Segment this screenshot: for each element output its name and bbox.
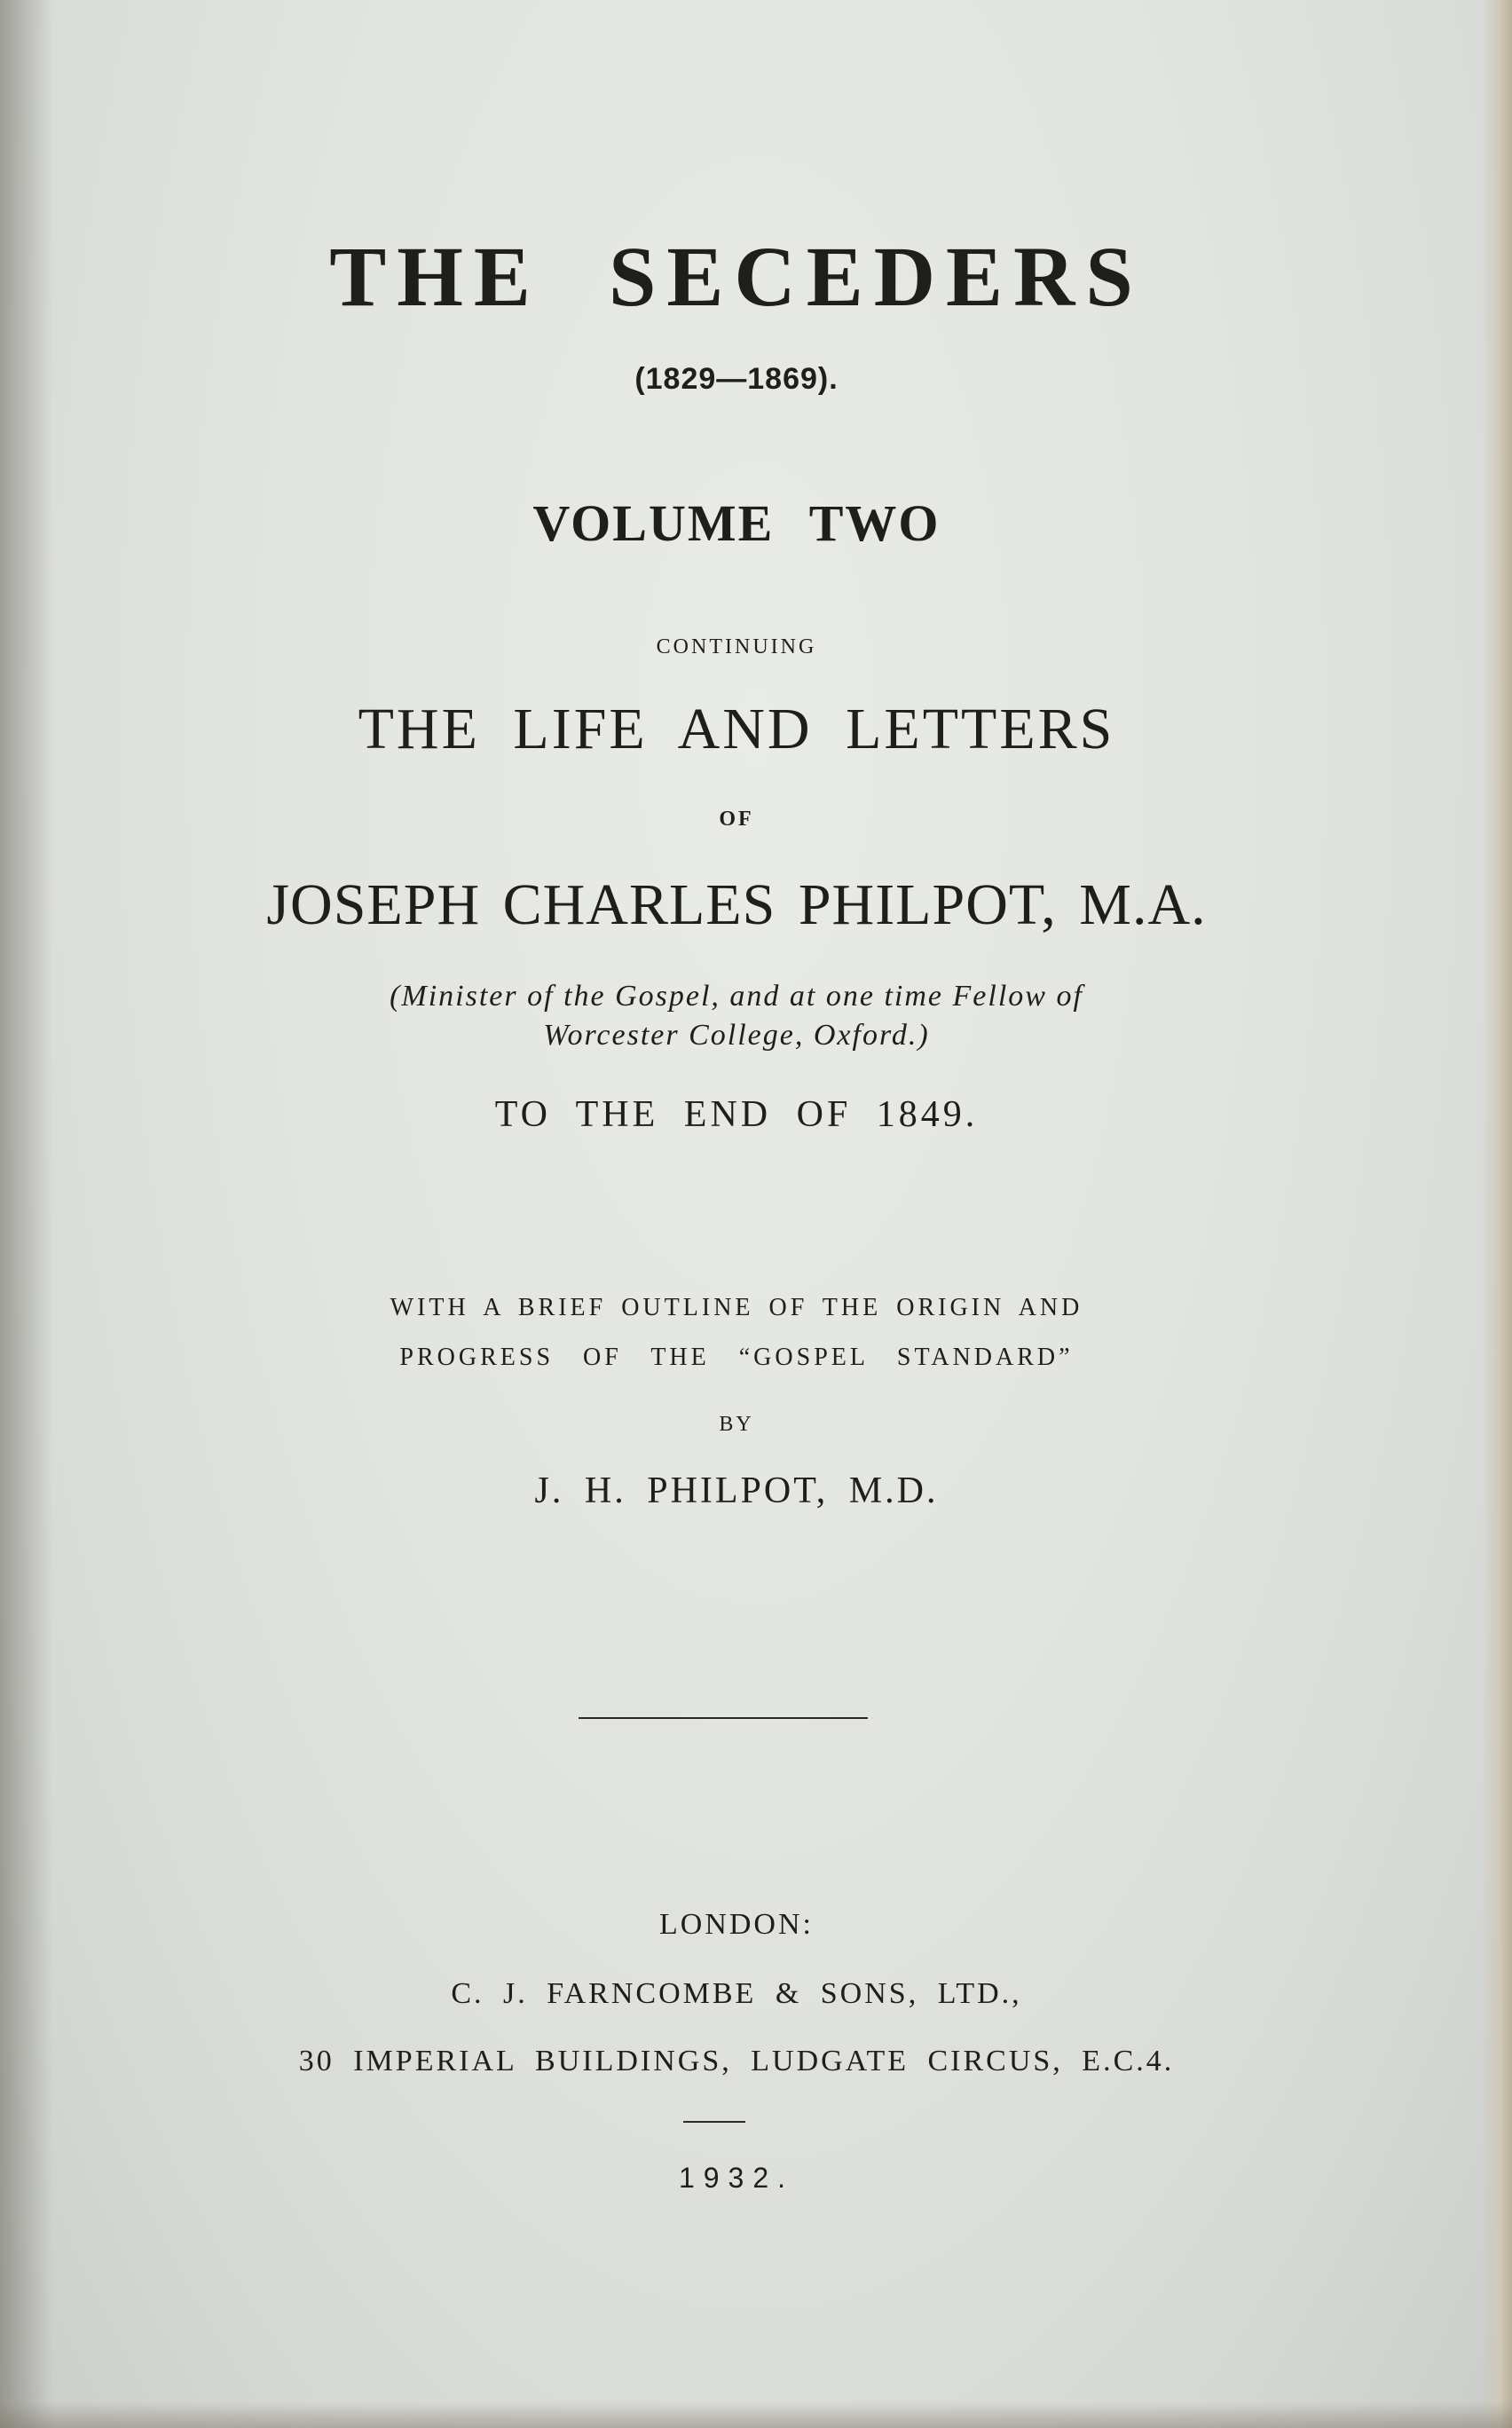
short-divider-rule	[683, 2121, 745, 2123]
imprint-city: LONDON:	[659, 1908, 814, 1941]
by-label: BY	[719, 1413, 754, 1436]
subject-description-line2: Worcester College, Oxford.)	[543, 1019, 930, 1052]
page-edge	[1482, 0, 1512, 2428]
subject-description-line1: (Minister of the Gospel, and at one time Fellow of	[390, 980, 1083, 1013]
subject-name: JOSEPH CHARLES PHILPOT, M.A.	[266, 872, 1207, 937]
continuing-label: CONTINUING	[656, 635, 817, 658]
author-name: J. H. PHILPOT, M.D.	[534, 1470, 939, 1511]
book-dates: (1829—1869).	[634, 362, 839, 396]
subtitle: THE LIFE AND LETTERS	[358, 697, 1115, 761]
divider-rule	[579, 1717, 868, 1719]
period-label: TO THE END OF 1849.	[494, 1094, 979, 1135]
outline-line1: WITH A BRIEF OUTLINE OF THE ORIGIN AND	[390, 1294, 1083, 1321]
imprint-year: 1932.	[678, 2162, 795, 2194]
volume-label: VOLUME TWO	[532, 494, 941, 552]
imprint-publisher: C. J. FARNCOMBE & SONS, LTD.,	[451, 1977, 1022, 2010]
book-title: THE SECEDERS	[329, 229, 1144, 324]
outline-line2: PROGRESS OF THE “GOSPEL STANDARD”	[399, 1344, 1074, 1371]
of-label: OF	[719, 808, 754, 831]
imprint-address: 30 IMPERIAL BUILDINGS, LUDGATE CIRCUS, E.C.4.	[298, 2045, 1175, 2077]
bottom-edge	[0, 2401, 1512, 2428]
